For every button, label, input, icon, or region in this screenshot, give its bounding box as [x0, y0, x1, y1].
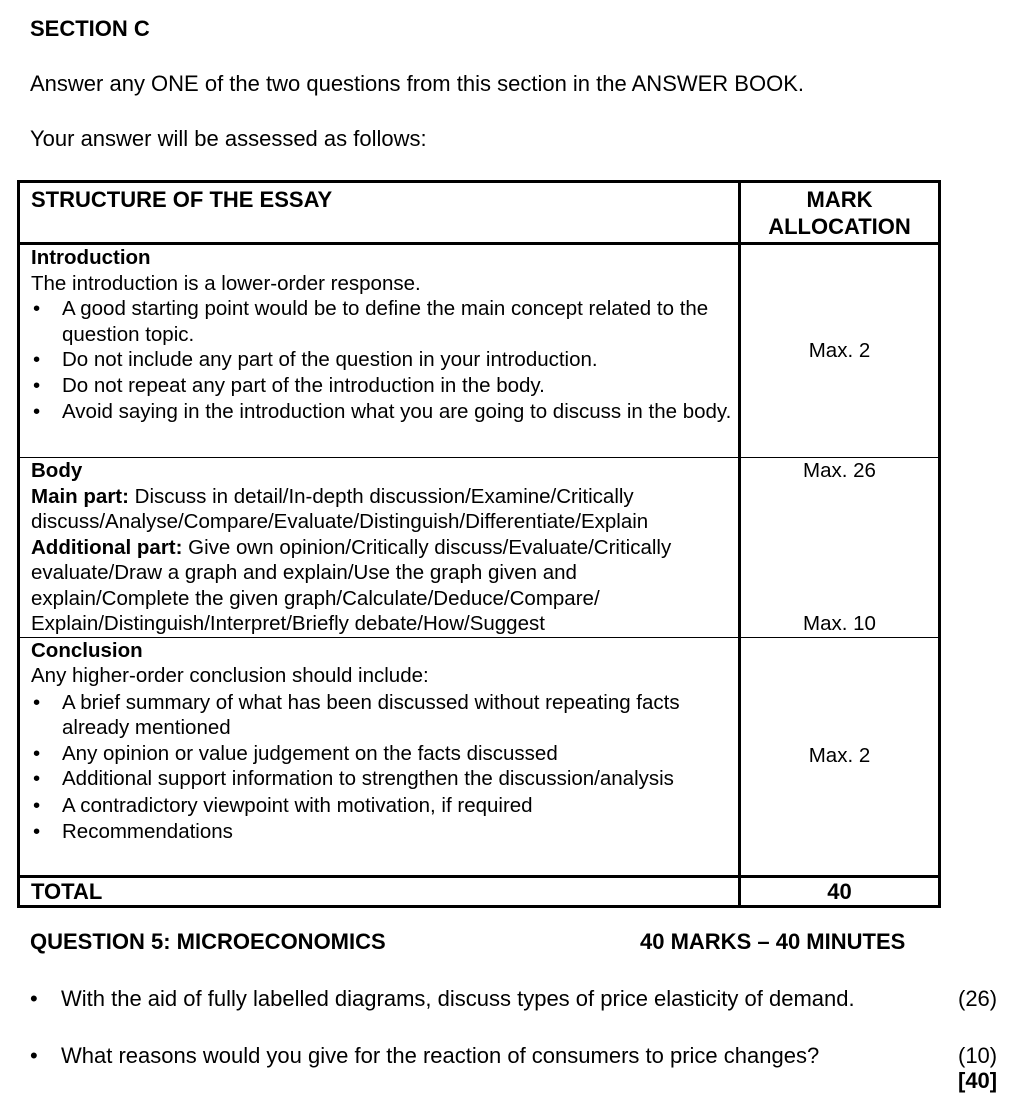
- bullet-icon: •: [30, 1043, 38, 1068]
- list-item: [31, 296, 738, 347]
- conclusion-mark: Max. 2: [740, 637, 940, 876]
- bullet-icon: •: [30, 986, 38, 1011]
- rubric-row-total: [19, 876, 940, 906]
- introduction-title: Introduction: [31, 246, 151, 269]
- list-item-text: Recommendations: [62, 820, 233, 843]
- list-item: [31, 373, 738, 399]
- bullet-icon: •: [33, 400, 41, 423]
- body-mark: [740, 458, 940, 638]
- list-item: [31, 347, 738, 373]
- list-item: [31, 741, 738, 767]
- list-item-text: Additional support information to strengthen the discussion/analysis: [62, 767, 674, 790]
- list-item: [31, 766, 738, 792]
- bullet-icon: •: [33, 741, 41, 765]
- bullet-icon: •: [33, 348, 41, 371]
- question-item-text: What reasons would you give for the reaction of consumers to price changes?: [61, 1043, 820, 1068]
- total-value: 40: [740, 876, 940, 906]
- header-structure: STRUCTURE OF THE ESSAY: [19, 182, 740, 244]
- body-additional-part: [31, 535, 738, 637]
- bullet-icon: •: [33, 297, 41, 320]
- body-title: Body: [31, 459, 83, 482]
- list-item-text: Any opinion or value judgement on the facts discussed: [62, 741, 558, 765]
- body-main-part: [31, 484, 738, 535]
- conclusion-desc: Any higher-order conclusion should include:: [31, 664, 429, 687]
- list-item-text: A brief summary of what has been discussed without repeating facts already mentioned: [62, 690, 680, 739]
- introduction-mark: Max. 2: [740, 244, 940, 458]
- assessment-intro: Your answer will be assessed as follows:: [30, 126, 427, 151]
- conclusion-bullets: [31, 690, 738, 845]
- rubric-row-conclusion: [19, 637, 940, 876]
- additional-part-text: Give own opinion/Critically discuss/Evaluate/Critically evaluate/Draw a graph and explain/Use the graph given and explain/Complete the given graph/Calculate/Deduce/Compare/ Explain/Distinguish/Interpret/Briefly debate/How/Suggest: [31, 535, 672, 635]
- conclusion-title: Conclusion: [31, 638, 143, 662]
- conclusion-cell: [19, 637, 740, 876]
- list-item-text: A good starting point would be to define the main concept related to the question topic.: [62, 297, 709, 346]
- body-main-mark: Max. 26: [803, 459, 876, 482]
- header-mark-line1: MARK: [806, 187, 873, 212]
- list-item: [31, 793, 738, 819]
- question-item-score: (26): [958, 986, 998, 1011]
- question-item-score: (10): [958, 1043, 998, 1068]
- question-marks: 40 MARKS – 40 MINUTES: [640, 929, 906, 954]
- list-item-text: Avoid saying in the introduction what you are going to discuss in the body.: [62, 400, 732, 423]
- header-mark-line2: ALLOCATION: [768, 214, 911, 239]
- bullet-icon: •: [33, 793, 41, 817]
- main-part-text: Discuss in detail/In-depth discussion/Examine/Critically discuss/Analyse/Compare/Evaluate/Distinguish/Differentiate/Explain: [31, 484, 649, 533]
- bullet-icon: •: [33, 767, 41, 790]
- bullet-icon: •: [33, 690, 41, 714]
- section-heading: SECTION C: [30, 16, 150, 41]
- list-item: [31, 819, 738, 845]
- list-item-text: Do not repeat any part of the introduction in the body.: [62, 373, 545, 397]
- list-item: [31, 690, 738, 741]
- body-additional-mark: Max. 10: [803, 612, 876, 635]
- question-total: [40]: [958, 1068, 998, 1093]
- main-part-label: Main part:: [31, 484, 129, 508]
- list-item-text: A contradictory viewpoint with motivation, if required: [62, 793, 533, 817]
- question-title: QUESTION 5: MICROECONOMICS: [30, 929, 386, 954]
- body-cell: [19, 458, 740, 638]
- additional-part-label: Additional part:: [31, 535, 183, 559]
- introduction-cell: [19, 244, 740, 458]
- introduction-bullets: [31, 296, 738, 425]
- rubric-row-introduction: [19, 244, 940, 458]
- header-mark-allocation: [740, 182, 940, 244]
- section-instruction: Answer any ONE of the two questions from this section in the ANSWER BOOK.: [30, 71, 804, 96]
- bullet-icon: •: [33, 373, 41, 397]
- list-item-text: Do not include any part of the question in your introduction.: [62, 348, 598, 371]
- essay-rubric-table: [17, 180, 941, 908]
- bullet-icon: •: [33, 820, 41, 843]
- rubric-header-row: [19, 182, 940, 244]
- question-item-text: With the aid of fully labelled diagrams, discuss types of price elasticity of demand.: [61, 986, 855, 1011]
- list-item: [31, 399, 738, 425]
- rubric-row-body: [19, 458, 940, 638]
- total-label: TOTAL: [19, 876, 740, 906]
- introduction-desc: The introduction is a lower-order response.: [31, 271, 421, 295]
